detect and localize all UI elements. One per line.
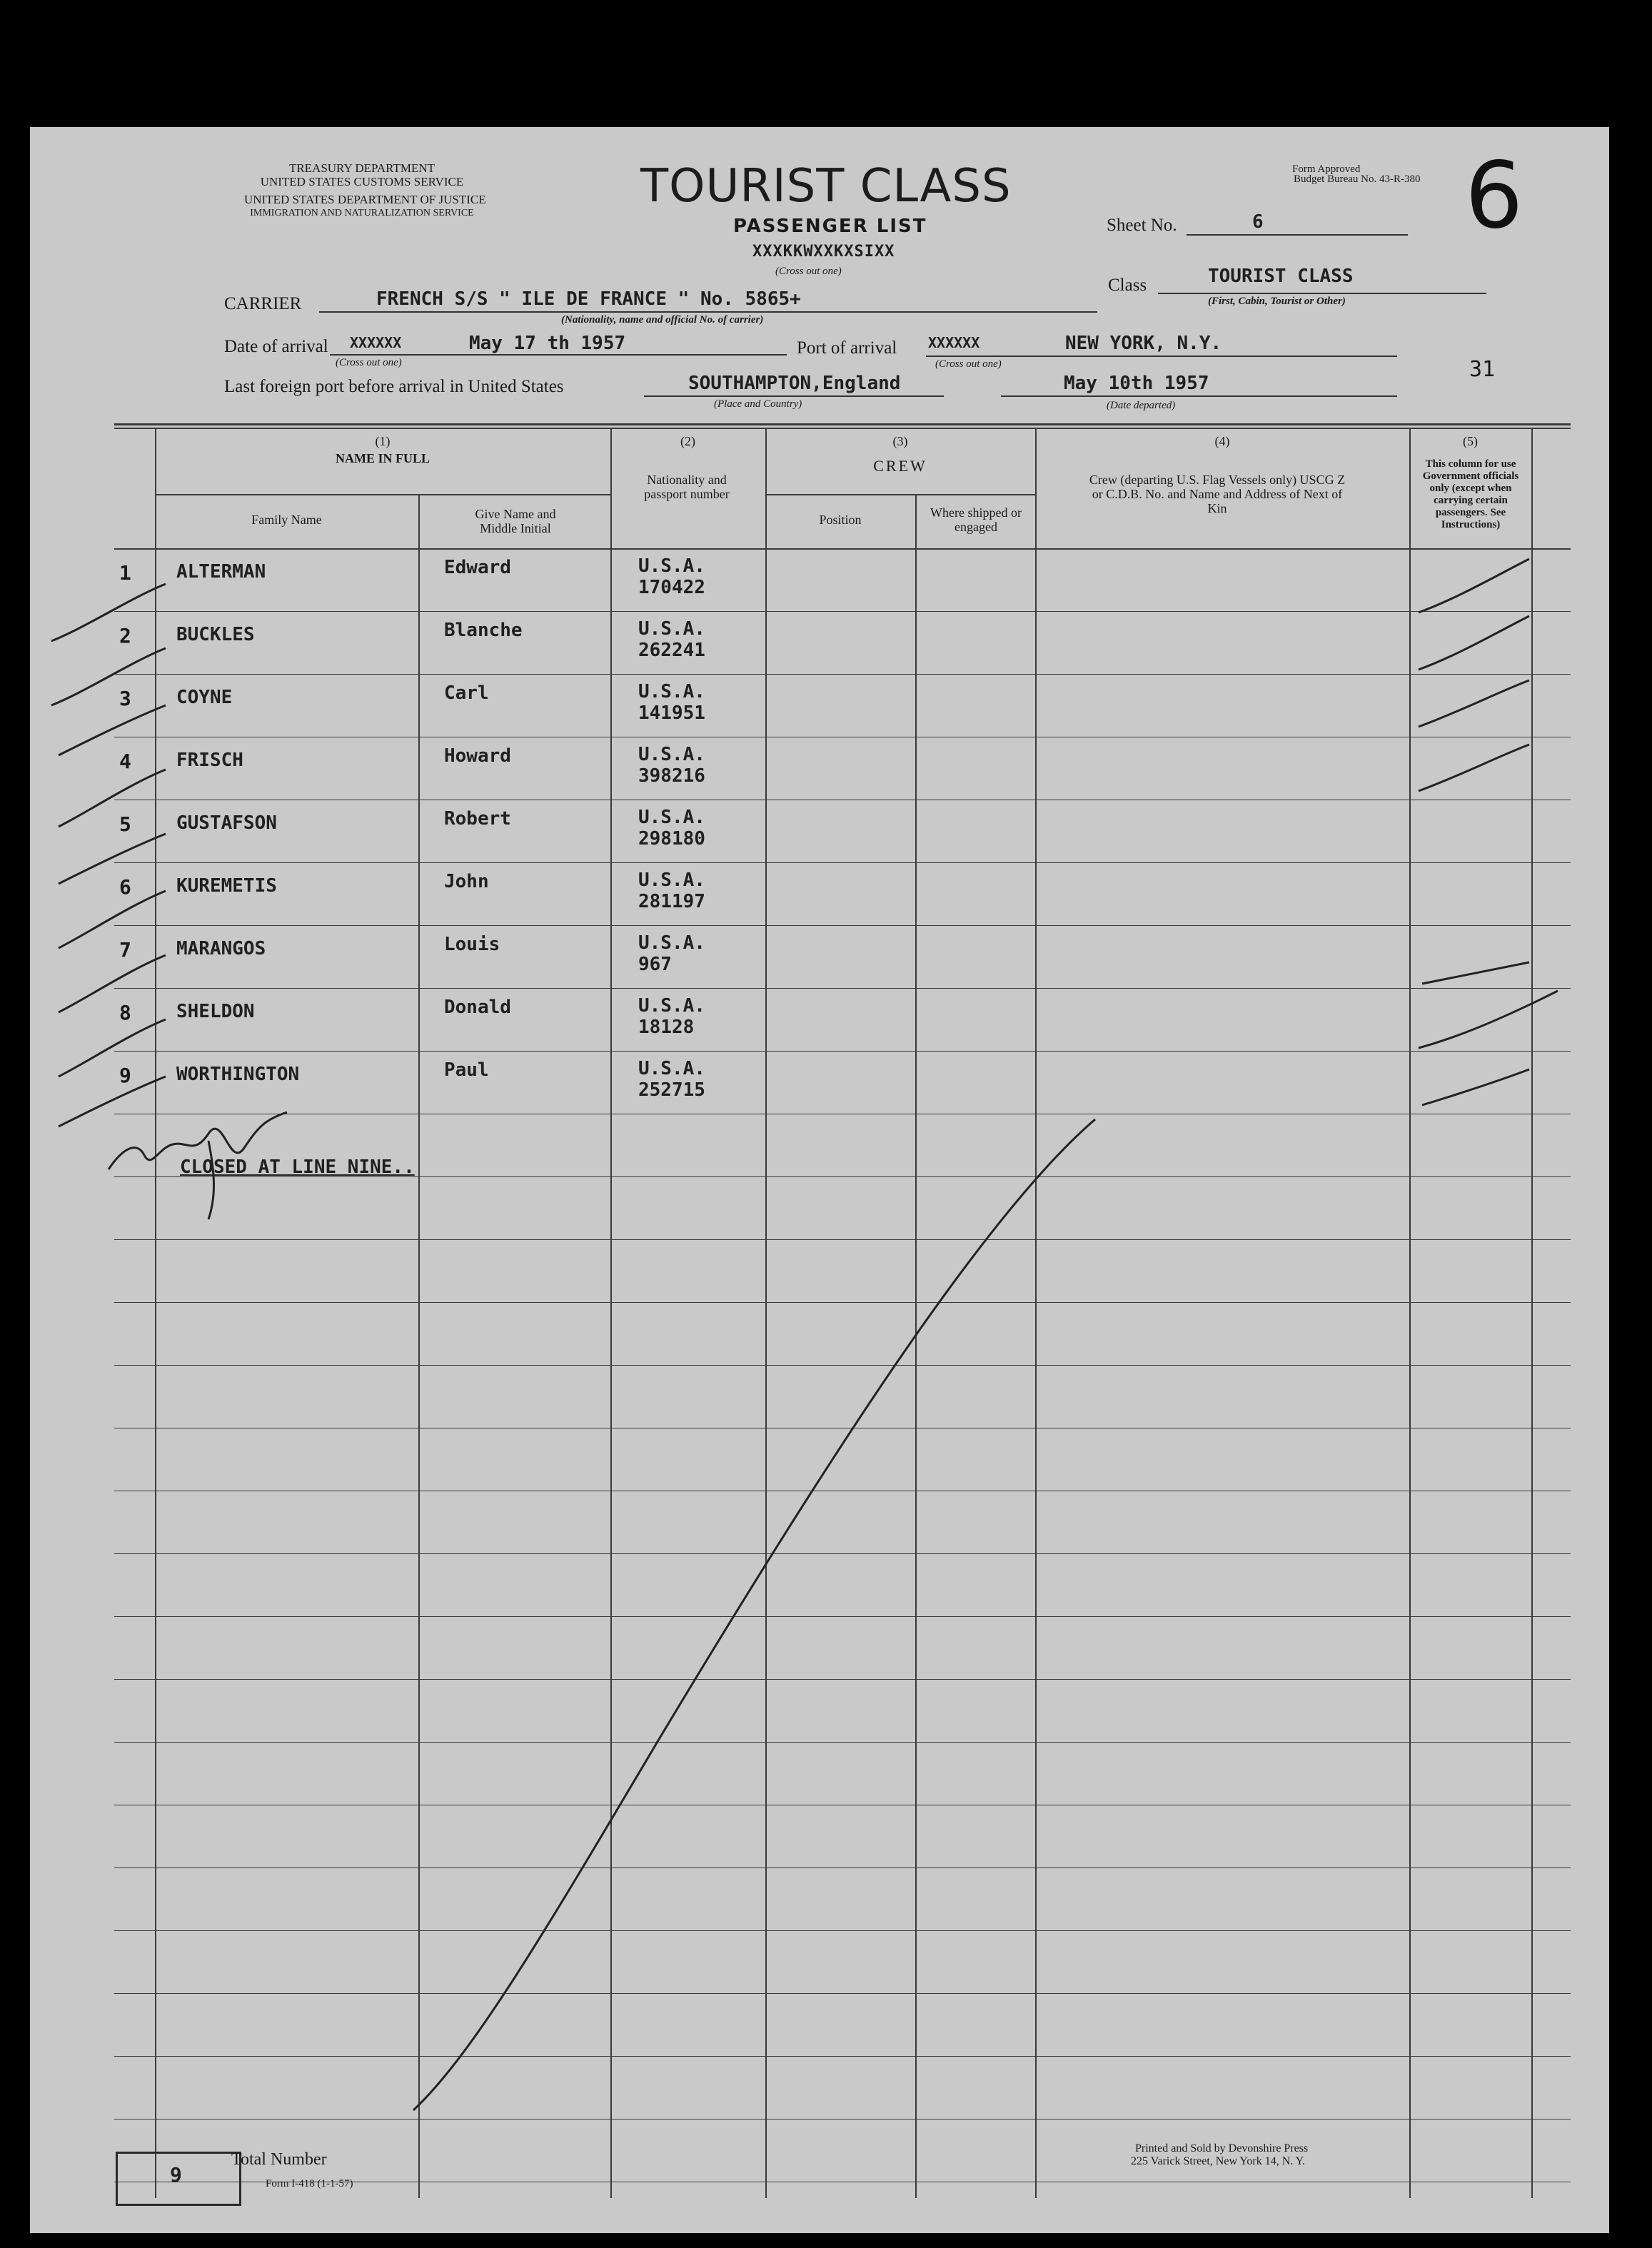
col2-title: Nationality and passport number	[644, 473, 730, 501]
total-value: 9	[170, 2163, 182, 2187]
row-number: 6	[119, 875, 131, 899]
diagonal-strike-line	[413, 1119, 1095, 2110]
family-name: WORTHINGTON	[176, 1064, 300, 1085]
tick-mark	[1419, 680, 1529, 727]
col4-title: Crew (departing U.S. Flag Vessels only) USCG Z or C.D.B. No. and Name and Address of Next of Kin	[1089, 473, 1346, 515]
col3-number: (3)	[892, 434, 908, 448]
tick-mark	[59, 834, 166, 884]
arrival-hint: (Cross out one)	[336, 357, 402, 368]
passport-number: 298180	[638, 828, 705, 850]
given-name: John	[444, 871, 489, 892]
handwritten-marks	[30, 127, 1609, 2233]
passport-number: 18128	[638, 1017, 695, 1038]
tick-mark	[59, 705, 166, 755]
col1-title: NAME IN FULL	[335, 451, 430, 465]
shipped-header: Where shipped or engaged	[930, 505, 1022, 534]
port-crossed: XXXXXX	[928, 334, 980, 351]
given-name: Robert	[444, 808, 511, 830]
arrival-crossed: XXXXXX	[350, 334, 402, 351]
row-number: 7	[119, 938, 131, 962]
port-hint: (Cross out one)	[935, 358, 1002, 370]
given-name: Louis	[444, 934, 500, 955]
agency-line: UNITED STATES CUSTOMS SERVICE	[260, 175, 464, 188]
carrier-hint: (Nationality, name and official No. of carrier)	[561, 314, 764, 326]
tick-mark	[1419, 991, 1558, 1048]
nationality: U.S.A.	[638, 870, 705, 891]
printer-line-1: Printed and Sold by Devonshire Press	[1135, 2142, 1309, 2154]
row-number: 5	[119, 812, 131, 836]
position-header: Position	[819, 513, 862, 527]
passport-number: 170422	[638, 577, 705, 598]
family-name: ALTERMAN	[176, 561, 266, 583]
nationality: U.S.A.	[638, 555, 705, 577]
col1-number: (1)	[375, 434, 391, 448]
arrival-date: May 17 th 1957	[469, 333, 626, 354]
tick-mark	[59, 1077, 166, 1126]
total-label: Total Number	[231, 2150, 327, 2169]
family-name: GUSTAFSON	[176, 812, 277, 834]
port-value: NEW YORK, N.Y.	[1065, 333, 1222, 354]
given-name: Carl	[444, 682, 489, 704]
tick-mark	[1422, 1069, 1529, 1105]
class-hint: (First, Cabin, Tourist or Other)	[1208, 296, 1346, 307]
passport-number: 967	[638, 954, 672, 975]
carrier-value: FRENCH S/S " ILE DE FRANCE " No. 5865+	[376, 288, 801, 310]
tick-mark	[59, 891, 166, 948]
col5-title: This column for use Government officials only (except when carrying certain passengers. See Instructions)	[1422, 458, 1519, 530]
family-name: FRISCH	[176, 750, 243, 771]
nationality: U.S.A.	[638, 932, 705, 954]
passenger-list-form	[30, 127, 1609, 2233]
family-name: SHELDON	[176, 1001, 255, 1022]
agency-line: IMMIGRATION AND NATURALIZATION SERVICE	[250, 208, 474, 218]
form-title: TOURIST CLASS	[640, 160, 1012, 213]
sheet-big-number: 6	[1465, 143, 1523, 249]
departed-hint: (Date departed)	[1107, 400, 1176, 411]
tick-mark	[59, 955, 166, 1012]
family-name: KUREMETIS	[176, 875, 277, 897]
tick-mark	[1419, 616, 1529, 670]
nationality: U.S.A.	[638, 807, 705, 828]
row-number: 8	[119, 1001, 131, 1024]
passport-number: 262241	[638, 640, 705, 661]
closed-note: CLOSED AT LINE NINE..	[180, 1156, 415, 1178]
given-name: Donald	[444, 997, 511, 1018]
side-number: 31	[1469, 357, 1496, 382]
col4-number: (4)	[1214, 434, 1230, 448]
tick-mark	[59, 1019, 166, 1077]
given-name: Edward	[444, 557, 511, 578]
foreign-port-label: Last foreign port before arrival in United States	[224, 377, 564, 396]
nationality: U.S.A.	[638, 1058, 705, 1079]
family-header: Family Name	[251, 513, 322, 527]
tick-mark	[59, 770, 166, 827]
family-name: BUCKLES	[176, 624, 255, 645]
signature-scrawl	[109, 1112, 287, 1219]
tick-mark	[1419, 745, 1529, 791]
form-subtitle: PASSENGER LIST	[733, 216, 927, 237]
row-number: 1	[119, 561, 131, 585]
nationality: U.S.A.	[638, 995, 705, 1017]
row-number: 2	[119, 624, 131, 647]
nationality: U.S.A.	[638, 618, 705, 640]
given-name: Blanche	[444, 620, 523, 641]
tick-mark	[51, 584, 166, 641]
printer-line-2: 225 Varick Street, New York 14, N. Y.	[1131, 2155, 1306, 2167]
sheet-label: Sheet No.	[1107, 216, 1177, 235]
col2-number: (2)	[680, 434, 695, 448]
cross-out-hint: (Cross out one)	[775, 266, 842, 277]
tick-mark	[1422, 962, 1529, 984]
class-value: TOURIST CLASS	[1208, 266, 1354, 287]
port-label: Port of arrival	[797, 338, 897, 358]
tick-mark	[1419, 559, 1529, 613]
arrival-label: Date of arrival	[224, 337, 328, 356]
col5-number: (5)	[1463, 434, 1478, 448]
passport-number: 141951	[638, 702, 705, 724]
passport-number: 281197	[638, 891, 705, 912]
given-name: Paul	[444, 1059, 489, 1081]
passport-number: 398216	[638, 765, 705, 787]
given-header: Give Name and Middle Initial	[475, 507, 556, 535]
crossed-type: XXXKKWXXKXSIXX	[752, 243, 895, 261]
form-number: Form I-418 (1-1-57)	[266, 2178, 353, 2189]
nationality: U.S.A.	[638, 744, 705, 765]
family-name: COYNE	[176, 687, 233, 708]
tick-mark	[51, 648, 166, 705]
budget-bureau: Budget Bureau No. 43-R-380	[1294, 173, 1421, 185]
form-approved: Form Approved	[1292, 163, 1361, 175]
sheet-value: 6	[1252, 211, 1264, 233]
col3-title: CREW	[873, 457, 927, 475]
row-number: 3	[119, 687, 131, 710]
foreign-port-hint: (Place and Country)	[714, 398, 802, 410]
agency-line: UNITED STATES DEPARTMENT OF JUSTICE	[244, 193, 486, 206]
foreign-port-value: SOUTHAMPTON,England	[688, 373, 901, 394]
carrier-label: CARRIER	[224, 294, 302, 313]
row-number: 9	[119, 1064, 131, 1087]
departed-value: May 10th 1957	[1064, 373, 1209, 394]
nationality: U.S.A.	[638, 681, 705, 702]
passport-number: 252715	[638, 1079, 705, 1101]
family-name: MARANGOS	[176, 938, 266, 959]
agency-line: TREASURY DEPARTMENT	[288, 161, 435, 175]
given-name: Howard	[444, 745, 511, 767]
row-number: 4	[119, 750, 131, 773]
class-label: Class	[1108, 276, 1147, 295]
